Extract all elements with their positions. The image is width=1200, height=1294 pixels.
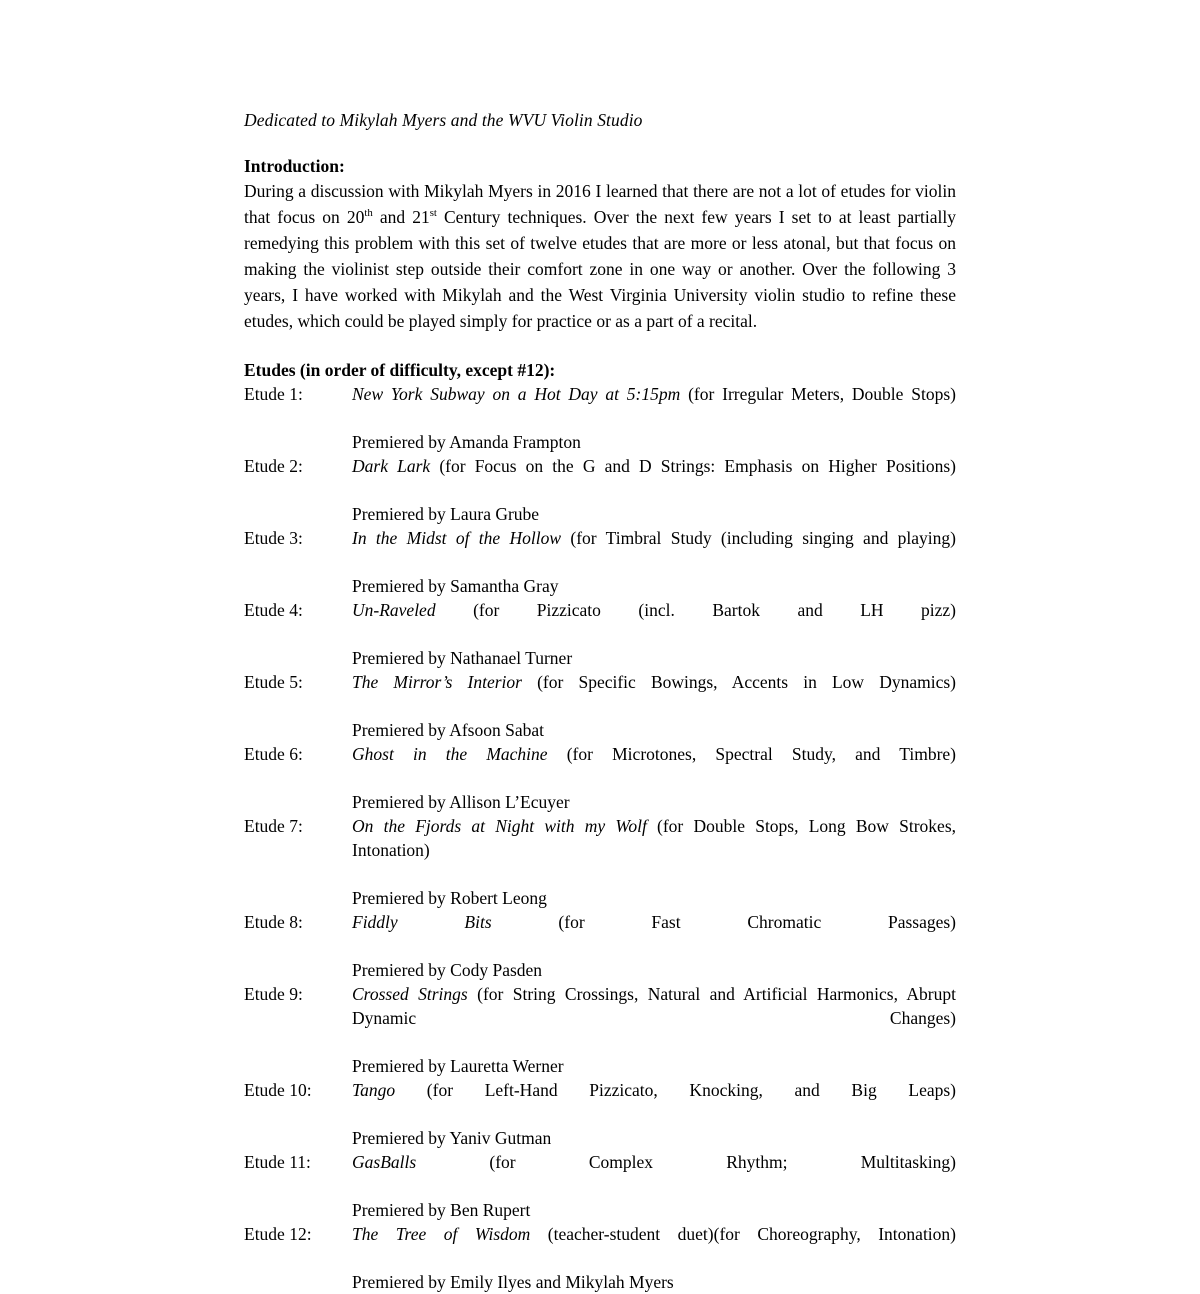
- etude-title-line: [352, 1150, 956, 1198]
- etude-premiere: Premiered by Yaniv Gutman: [352, 1128, 552, 1148]
- etude-title: GasBalls: [352, 1152, 417, 1172]
- etude-list-item: [244, 1222, 956, 1294]
- etude-title-line: [352, 454, 956, 502]
- etude-title-line: [352, 382, 956, 430]
- ordinal-suffix-21st: st: [429, 207, 437, 220]
- etude-descriptor: (for Left-Hand Pizzicato, Knocking, and Big Leaps): [395, 1080, 956, 1100]
- etude-descriptor: (for Focus on the G and D Strings: Emphasis on Higher Positions): [430, 456, 956, 476]
- etude-title-line: [352, 742, 956, 790]
- etude-list-item: [244, 910, 956, 982]
- etude-list-item: [244, 1078, 956, 1150]
- etude-title: On the Fjords at Night with my Wolf: [352, 816, 647, 836]
- dedication-line: Dedicated to Mikylah Myers and the WVU Violin Studio: [244, 110, 643, 130]
- introduction-text-part1: During a discussion with Mikylah Myers in 2016 I learned that there are not a lot of etudes for violin that focus on 20: [244, 181, 956, 227]
- etude-descriptor: (teacher-student duet)(for Choreography, Intonation): [530, 1224, 956, 1244]
- etude-list: [244, 382, 956, 1294]
- introduction-text-part2: and 21: [372, 207, 430, 227]
- etude-premiere: Premiered by Laura Grube: [352, 504, 540, 524]
- etude-title: Ghost in the Machine: [352, 744, 548, 764]
- etude-title: The Mirror’s Interior: [352, 672, 522, 692]
- etudes-heading: Etudes (in order of difficulty, except #12):: [244, 360, 556, 380]
- etude-title-line: [352, 1078, 956, 1126]
- etude-title-line: [352, 814, 956, 886]
- etude-label: Etude 3:: [244, 528, 303, 548]
- etude-body: [352, 382, 956, 454]
- etude-title-line: [352, 526, 956, 574]
- etude-premiere: Premiered by Emily Ilyes and Mikylah Myers: [352, 1272, 674, 1292]
- etude-descriptor: (for Timbral Study (including singing and playing): [561, 528, 956, 548]
- etude-label: Etude 4:: [244, 600, 303, 620]
- etude-label: Etude 5:: [244, 672, 303, 692]
- introduction-text-part3: Century techniques. Over the next few years I set to at least partially remedying this problem with this set of twelve etudes that are more or less atonal, but that focus on making the violinist step outside their comfort zone in one way or another. Over the following 3 years, I have worked with Mikylah and the West Virginia University violin studio to refine these etudes, which could be played simply for practice or as a part of a recital.: [244, 207, 956, 331]
- etude-title: Un-Raveled: [352, 600, 436, 620]
- etude-list-item: [244, 814, 956, 910]
- etude-list-item: [244, 982, 956, 1078]
- etude-title: Fiddly Bits: [352, 912, 492, 932]
- etude-label: Etude 10:: [244, 1080, 312, 1100]
- etude-title: Dark Lark: [352, 456, 431, 476]
- etude-title-line: [352, 982, 956, 1054]
- introduction-heading: Introduction:: [244, 156, 345, 176]
- etude-title-line: [352, 910, 956, 958]
- etude-title-line: [352, 670, 956, 718]
- etude-descriptor: (for Specific Bowings, Accents in Low Dynamics): [521, 672, 956, 692]
- etude-label: Etude 8:: [244, 912, 303, 932]
- document-content: [244, 108, 956, 1294]
- etude-title: In the Midst of the Hollow: [352, 528, 562, 548]
- etude-label: Etude 2:: [244, 456, 303, 476]
- etude-premiere: Premiered by Samantha Gray: [352, 576, 559, 596]
- etude-label: Etude 6:: [244, 744, 303, 764]
- etude-premiere: Premiered by Amanda Frampton: [352, 432, 581, 452]
- etude-list-item: [244, 454, 956, 526]
- etude-body: [352, 1150, 956, 1222]
- etude-list-item: [244, 526, 956, 598]
- etude-descriptor: (for Microtones, Spectral Study, and Timbre): [547, 744, 956, 764]
- etude-label: Etude 12:: [244, 1224, 312, 1244]
- etude-body: [352, 1078, 956, 1150]
- etude-title: New York Subway on a Hot Day at 5:15pm: [352, 384, 681, 404]
- etude-label: Etude 7:: [244, 816, 303, 836]
- etude-title-line: [352, 1222, 956, 1270]
- etude-list-item: [244, 382, 956, 454]
- etude-premiere: Premiered by Nathanael Turner: [352, 648, 573, 668]
- etude-list-item: [244, 1150, 956, 1222]
- etude-premiere: Premiered by Allison L’Ecuyer: [352, 792, 570, 812]
- etude-descriptor: (for Double Stops, Long Bow Strokes, Intonation): [352, 816, 957, 860]
- etude-premiere: Premiered by Robert Leong: [352, 888, 547, 908]
- etude-descriptor: (for String Crossings, Natural and Artificial Harmonics, Abrupt Dynamic Changes): [352, 984, 956, 1028]
- etude-label: Etude 9:: [244, 984, 303, 1004]
- etude-label: Etude 1:: [244, 384, 303, 404]
- etude-body: [352, 742, 956, 814]
- etude-descriptor: (for Pizzicato (incl. Bartok and LH pizz): [435, 600, 956, 620]
- etude-premiere: Premiered by Afsoon Sabat: [352, 720, 544, 740]
- etude-list-item: [244, 598, 956, 670]
- etude-premiere: Premiered by Lauretta Werner: [352, 1056, 564, 1076]
- etude-body: [352, 526, 956, 598]
- introduction-paragraph: [244, 178, 956, 334]
- etude-label: Etude 11:: [244, 1152, 311, 1172]
- etude-descriptor: (for Complex Rhythm; Multitasking): [416, 1152, 956, 1172]
- etude-body: [352, 454, 956, 526]
- etude-body: [352, 982, 956, 1078]
- etude-premiere: Premiered by Cody Pasden: [352, 960, 543, 980]
- ordinal-suffix-20th: th: [364, 207, 373, 220]
- etude-list-item: [244, 670, 956, 742]
- etude-title: Tango: [352, 1080, 396, 1100]
- etude-descriptor: (for Irregular Meters, Double Stops): [680, 384, 956, 404]
- etude-body: [352, 1222, 956, 1294]
- etude-title: Crossed Strings: [352, 984, 468, 1004]
- etude-body: [352, 910, 956, 982]
- etude-title: The Tree of Wisdom: [352, 1224, 531, 1244]
- etude-descriptor: (for Fast Chromatic Passages): [491, 912, 957, 932]
- etude-list-item: [244, 742, 956, 814]
- etude-body: [352, 670, 956, 742]
- etude-body: [352, 598, 956, 670]
- etude-title-line: [352, 598, 956, 646]
- etude-body: [352, 814, 956, 910]
- etude-premiere: Premiered by Ben Rupert: [352, 1200, 531, 1220]
